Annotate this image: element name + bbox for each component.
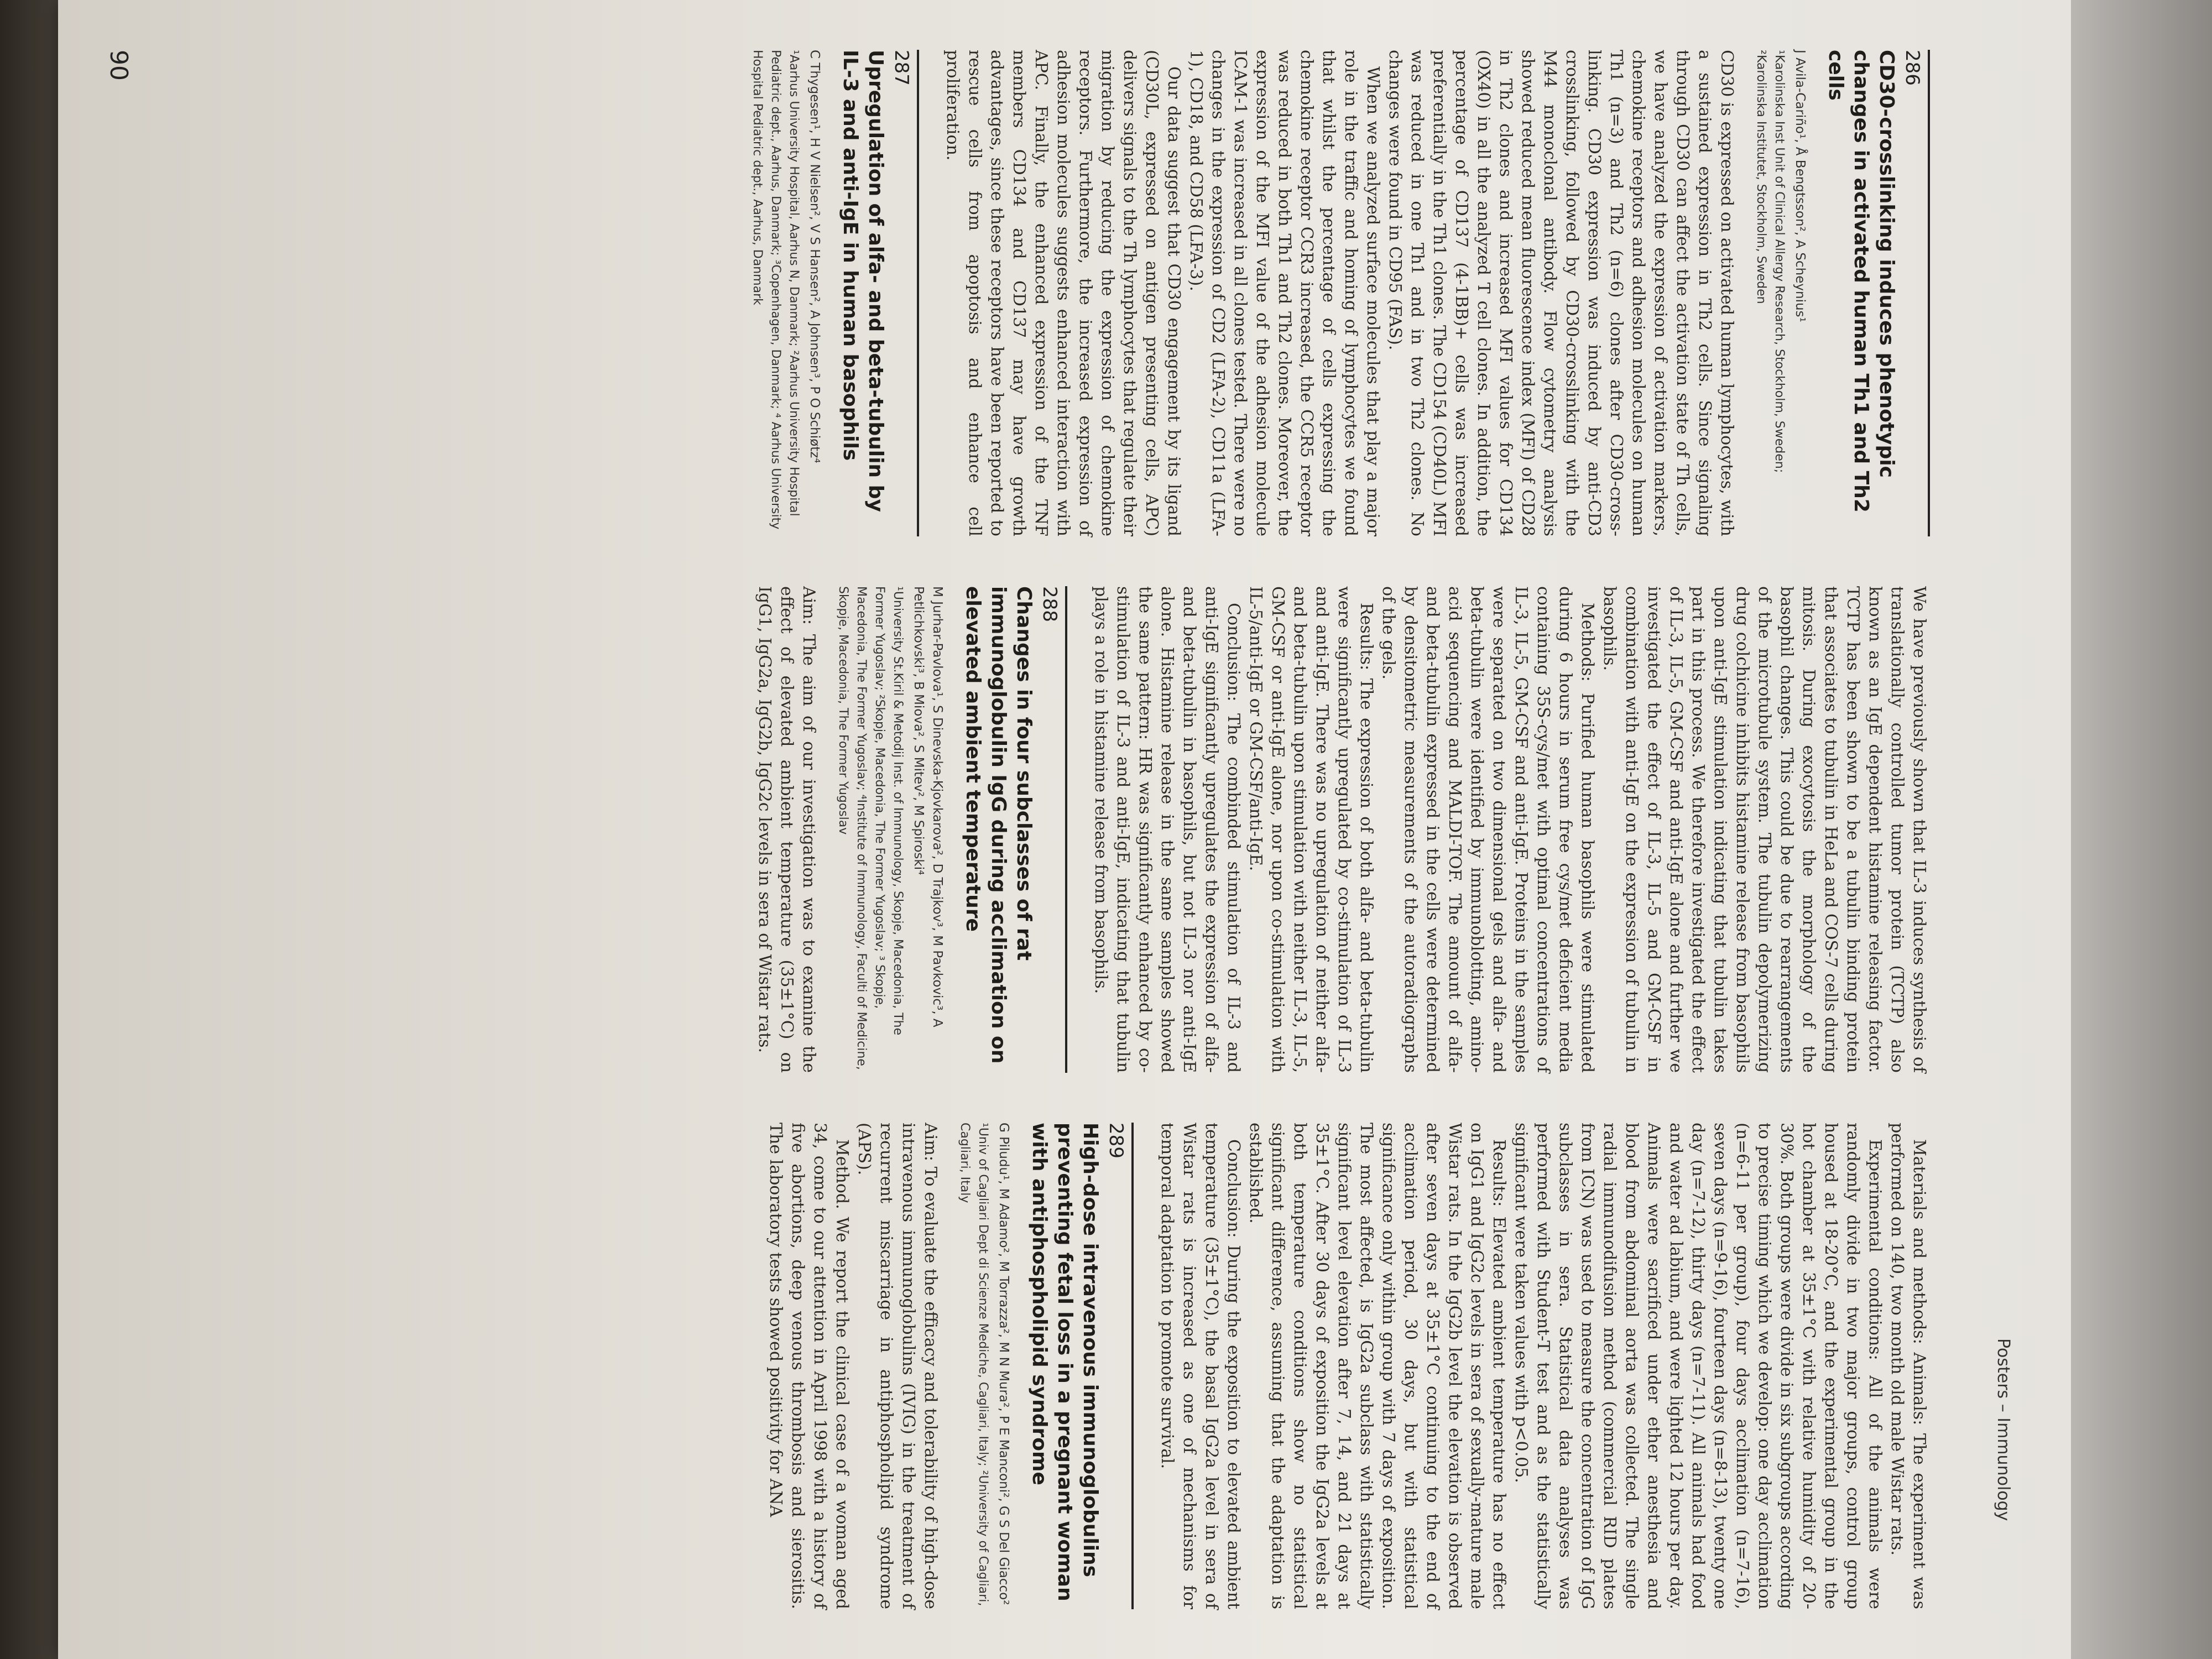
paragraph: Aim: The aim of our investigation was to examine the effect of elevated ambient temperature (35±1°C) on IgG1, IgG2a, IgG2b, IgG2c levels in sera of Wistar rats. xyxy=(755,586,818,1073)
page-edge-shadow xyxy=(2071,0,2212,1659)
paragraph: Our data suggest that CD30 engagement by its ligand (CD30L, expressed on antigen presenting cells, APC) delivers signals to the Th lymphocytes that regulate their migration by reducing the expression of chemokine receptors. Furthermore, the increased expression of adhesion molecules suggests enhanced interaction with APC. Finally, the enhanced expression of the TNF members CD134 and CD137 may have growth advantages, since these receptors have been reported to rescue cells from apoptosis and enhance cell proliferation. xyxy=(943,50,1183,536)
abstract-title: CD30-crosslinking induces phenotypic changes in activated human Th1 and Th2 cells xyxy=(1824,50,1898,513)
abstract-authors: M Jurhar-Pavlova¹, S Dinevska-Kjovkarova², D Trajkov³, M Pavkovic³, A Petlichkovski³, B Miova², S Mitev², M Spiroski⁴ xyxy=(911,586,945,1027)
paragraph: Method. We report the clinical case of a woman aged 34, come to our attention in April 1998 with a history of five abortions, deep venous thrombosis and sierositis. The laboratory tests showed positivity for ANA xyxy=(766,1123,852,1609)
abstract-title: Upregulation of alfa- and beta-tubulin by IL-3 and anti-IgE in human basophils xyxy=(839,50,887,512)
abstract-287 xyxy=(748,50,919,536)
abstract-body xyxy=(753,586,820,1073)
abstract-body xyxy=(1156,1123,1930,1609)
abstract-number: 287 xyxy=(890,50,912,86)
abstract-body xyxy=(1089,586,1930,1073)
abstract-title: High-dose intravenous immunoglobulins preventing fetal loss in a pregnant woman with antiphospholipid syndrome xyxy=(1028,1123,1102,1601)
paragraph: We have previously shown that IL-3 induces synthesis of translationally controlled tumor protein (TCTP) also known as an IgE dependent histamine releasing factor. TCTP has been shown to be a tubulin binding protein that associates to tubulin in HeLa and COS-7 cells during mitosis. During exocytosis the morphology of the basophil changes. This could be due to rearrangements of the microtubule system. The tubulin depolymerizing drug colchicine inhibits histamine release from basophils upon anti-IgE stimulation indicating that tubulin takes part in this process. We therefore investigated the effect of IL-3, IL-5, GM-CSF and anti-IgE alone and further we investigated the effect of IL-3, IL-5 and GM-CSF in combination with anti-IgE on the expression of tubulin in basophils. xyxy=(1600,586,1929,1073)
abstract-288 xyxy=(753,586,1067,1073)
abstract-rule xyxy=(1065,586,1067,1073)
paragraph: Materials and methods: Animals: The experiment was performed on 140, two month old male Wistar rats. xyxy=(1887,1123,1929,1609)
paragraph: Conclusion: The combinded stimulation of IL-3 and anti-IgE significantly upregulates the expression of alfa- and beta-tubulin in basophils, but not IL-3 nor anti-IgE alone. Histamine release in the same samples showed the same pattern: HR was significantly enhanced by co-stimulation of IL-3 and anti-IgE, indicating that tubulin plays a role in histamine release from basophils. xyxy=(1091,586,1243,1073)
abstract-body xyxy=(764,1123,941,1609)
paragraph: When we analyzed surface molecules that play a major role in the traffic and homing of lymphocytes we found that whilst the percentage of cells expressing the chemokine receptor CCR3 increased, the CCR5 receptor was reduced in both Th1 and Th2 clones. Moreover, the expression of the MFI value of the adhesion molecule ICAM-1 was increased in all clones tested. There were no changes in the expression of CD2 (LFA-2), CD11a (LFA-1), CD18, and CD58 (LFA-3). xyxy=(1186,50,1383,536)
column-2 xyxy=(731,586,1930,1073)
abstract-authors: J Avila-Cariño¹, Å Bengtsson², A Scheynius¹ xyxy=(1793,50,1807,322)
paragraph: Results: The expression of both alfa- and beta-tubulin were significantly upregulated by co-stimulation of IL-3 and anti-IgE. There was no upregulation of neither alfa- and beta-tubulin upon stimulation with neither IL-3, IL-5, GM-CSF or anti-IgE alone, nor upon co-stimulation with IL-5/anti-IgE or GM-CSF/anti-IgE. xyxy=(1246,586,1376,1073)
abstract-rule xyxy=(1928,50,1930,536)
running-head: Posters – Immunology xyxy=(1994,1338,2013,1521)
abstract-authors: C Thygesen¹, H V Nielsen², V S Hansen², A Johnsen³, P O Schiøtz⁴ xyxy=(807,50,822,463)
abstract-body xyxy=(941,50,1738,536)
column-3 xyxy=(742,1123,1930,1609)
paragraph: Aim: To evaluate the efficacy and tolerability of high-dose intravenous immunoglobulins (IVIG) in the treatment of recurrent miscarriage in antiphospholipid syndrome (APS). xyxy=(854,1123,940,1609)
paragraph: Conclusion: During the exposition to elevated ambient temperature (35±1°C), the basal IgG2a level in sera of Wistar rats is increased as one of mechanisms for temporal adaptation to promote survival. xyxy=(1157,1123,1243,1609)
abstract-authors: G Piludu¹, M Adamo², M Torrazza², M N Mura², P E Manconi², G S Del Giacco² xyxy=(997,1123,1011,1605)
paragraph: CD30 is expressed on activated human lymphocytes, with a sustained expression in Th2 cells. Since signaling through CD30 can affect the activation state of Th cells, we have analyzed the expression of activation markers, chemokine receptors and adhesion molecules on human Th1 (n=3) and Th2 (n=6) clones after CD30-cross-linking. CD30 expression was induced by anti-CD3 crosslinking, followed by CD30-crosslinking with the M44 monoclonal antibody. Flow cytometry analysis showed reduced mean fluorescence index (MFI) of CD28 in Th2 clones and increased MFI values for CD134 (OX40) in all the analyzed T cell clones. In addition, the percentage of CD137 (4-1BB)+ cells was increased preferentially in the Th1 clones. The CD154 (CD40L) MFI was reduced in one Th1 and in two Th2 clones. No changes were found in CD95 (FAS). xyxy=(1385,50,1736,536)
abstract-287-body xyxy=(1089,586,1930,1073)
paragraph: Results: Elevated ambient temperature has no effect on IgG1 and IgG2c levels in sera of sexually-mature male Wistar rats. In the IgG2b level the elevation is observed after seven days at 35±1°C continuing to the end of acclimation period, 30 days, but with statistical significance only within group with 7 days of exposition. The most affected, is IgG2a subclass with statistically significant level elevation after 7, 14, and 21 days at 35±1°C. After 30 days of exposition the IgG2a levels at both temperature conditions show no statistical significant difference, assuming that the adaptation is established. xyxy=(1246,1123,1509,1609)
abstract-title: Changes in four subclasses of rat immunoglobulin IgG during acclimation on elevated ambient temperature xyxy=(962,586,1035,1064)
abstract-affiliations: ¹Karolinska Inst Unit of Clinical Allergy Research, Stockholm, Sweden; ²Karolinska Institutet, Stockholm, Sweden xyxy=(1754,50,1786,473)
abstract-number: 289 xyxy=(1105,1123,1127,1159)
abstract-rule xyxy=(1131,1123,1134,1609)
column-1 xyxy=(726,50,1930,536)
abstract-number: 288 xyxy=(1039,586,1061,622)
abstract-286 xyxy=(941,50,1930,536)
abstract-number: 286 xyxy=(1901,50,1923,86)
rotated-page-content xyxy=(50,50,2018,1609)
abstract-affiliations: ¹Aarhus University Hospital, Aarhus N, Danmark; ²Aarhus University Hospital Pediatric dept., Aarhus, Danmark; ³Copenhagen, Danmark; ⁴ Aarhus University Hospital Pediatric dept., Aarhus, Danmark xyxy=(750,50,801,530)
abstract-rule xyxy=(917,50,919,536)
abstract-289 xyxy=(764,1123,1134,1609)
paragraph: Experimental conditions: All of the animals were randomly divide in two major groups, control group housed at 18-20°C, and the experimental group in the hot chamber at 35±1°C with relative humidity of 20-30%. Both groups were divide in six subgroups according to precise timing which we develop: one day acclimation (n=6-11 per group), four days acclimation (n=7-16), seven days (n=9-16), fourteen days (n=8-13), twenty one day (n=7-12), thirty days (n=7-11). All animals had food and water ad labium, and were lighted 12 hours per day. Animals were sacrificed under ether anesthesia and blood from abdominal aorta was collected. The single radial immunodifusion method (commercial RID plates from ICN) was used to measure the concentration of IgG subclasses in sera. Statistical data analyses was performed with Student-T test and as the statistically significant were taken values with p<0.05. xyxy=(1511,1123,1885,1609)
abstract-affiliations: ¹University St.Kiril & Metodij Inst. of Immunology, Skopje, Macedonia, The Former Yugoslav; ²Skopje, Macedonia, The Former Yugoslav; ³ Skopje, Macedonia, The Former Yugoslav; ⁴Institute of Immunology, Faculti of Medicine, Skopje, Macedonia, The Former Yugoslav xyxy=(836,586,905,1070)
abstract-288-body xyxy=(1156,1123,1930,1609)
page-number: 90 xyxy=(105,50,133,81)
paragraph: Methods: Purified human basophils were stimulated during 6 hours in serum free cys/met deficient media containing 35S-cys/met with optimal concentrations of IL-3, IL-5, GM-CSF and anti-IgE. Proteins in the samples were separated on two dimensional gels and alfa- and beta-tubulin were identified by immunoblotting, amino-acid sequencing and MALDI-TOF. The amount of alfa- and beta-tubulin expressed in the cells were determined by densitometric measurements of the autoradiographs of the gels. xyxy=(1379,586,1597,1073)
abstract-affiliations: ¹Univ of Cagliari Dept di Scienze Mediche, Cagliari, Italy; ²University of Cagliari, Cagliari, Italy xyxy=(958,1123,990,1606)
